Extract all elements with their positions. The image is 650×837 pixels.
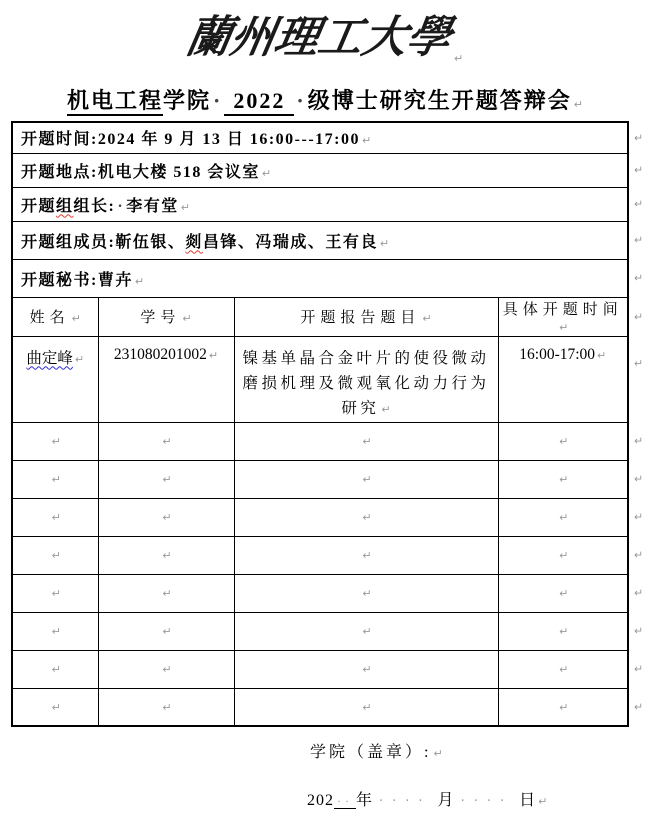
empty-cell bbox=[98, 612, 234, 650]
time-cell bbox=[12, 122, 644, 153]
empty-cell bbox=[12, 422, 98, 460]
paragraph-mark-icon: ↵ bbox=[559, 435, 569, 448]
row-end-mark-icon: ↵ bbox=[633, 548, 644, 562]
header-name bbox=[12, 297, 98, 336]
defense-schedule-table bbox=[11, 121, 644, 727]
topic-text: 镍基单晶合金叶片的使役微动磨损机理及微观氧化动力行为研究 bbox=[242, 349, 490, 417]
paragraph-mark-icon: ↵ bbox=[559, 473, 569, 486]
paragraph-mark-icon: ↵ bbox=[433, 747, 443, 760]
row-end-mark-icon: ↵ bbox=[633, 131, 644, 145]
empty-cell bbox=[498, 688, 644, 726]
empty-row bbox=[12, 460, 628, 498]
paragraph-mark-icon: ↵ bbox=[381, 402, 391, 416]
paragraph-mark-icon: ↵ bbox=[379, 236, 390, 250]
paragraph-mark-icon: ↵ bbox=[362, 700, 372, 714]
empty-row bbox=[12, 498, 628, 536]
paragraph-mark-icon: ↵ bbox=[51, 435, 61, 448]
date-fill-in-blank: ·· bbox=[334, 794, 356, 809]
empty-cell bbox=[234, 612, 498, 650]
paragraph-mark-icon: ↵ bbox=[559, 320, 569, 334]
empty-cell bbox=[12, 612, 98, 650]
empty-cell bbox=[498, 460, 644, 498]
empty-cell bbox=[498, 422, 644, 460]
date-prefix: 202 bbox=[307, 792, 334, 809]
row-secretary bbox=[12, 259, 628, 297]
paragraph-mark-icon: ↵ bbox=[362, 435, 372, 448]
paragraph-mark-icon: ↵ bbox=[51, 625, 61, 638]
paragraph-mark-icon: ↵ bbox=[74, 352, 85, 366]
university-logo-text: 蘭州理工大學 bbox=[182, 12, 456, 62]
empty-cell bbox=[234, 574, 498, 612]
header-student-id bbox=[98, 297, 234, 336]
empty-cell bbox=[234, 498, 498, 536]
row-end-mark-icon: ↵ bbox=[633, 271, 644, 285]
paragraph-mark-icon: ↵ bbox=[180, 200, 190, 214]
space-mark-icon: · bbox=[117, 197, 125, 215]
defense-time: 16:00-17:00 bbox=[519, 345, 596, 363]
empty-cell bbox=[498, 498, 644, 536]
row-time bbox=[12, 122, 628, 153]
space-mark-icon: · bbox=[296, 88, 306, 113]
date-month-char: 月 bbox=[437, 792, 455, 809]
row-members bbox=[12, 221, 628, 259]
empty-cell bbox=[498, 612, 644, 650]
college-seal-line bbox=[310, 739, 443, 762]
paragraph-mark-icon: ↵ bbox=[422, 312, 432, 325]
header-topic-label: 开题报告题目 bbox=[300, 310, 421, 326]
place-value: 机电大楼 518 会议室 bbox=[97, 163, 260, 181]
leader-label-typo: 组 bbox=[56, 197, 74, 215]
space-marks-icon: ···· bbox=[379, 794, 432, 809]
paragraph-mark-icon: ↵ bbox=[51, 549, 61, 562]
student-row bbox=[12, 336, 628, 422]
empty-cell bbox=[98, 536, 234, 574]
empty-cell bbox=[498, 650, 644, 688]
paragraph-mark-icon: ↵ bbox=[573, 98, 583, 111]
leader-cell bbox=[12, 187, 644, 221]
empty-cell bbox=[98, 574, 234, 612]
row-end-mark-icon: ↵ bbox=[633, 310, 644, 323]
secretary-cell bbox=[12, 259, 644, 297]
paragraph-mark-icon: ↵ bbox=[162, 625, 172, 638]
college-seal-label: 学院（盖章）: bbox=[310, 744, 432, 761]
paragraph-mark-icon: ↵ bbox=[362, 587, 372, 600]
row-end-mark-icon: ↵ bbox=[633, 197, 644, 211]
empty-cell bbox=[98, 422, 234, 460]
space-mark-icon: · bbox=[213, 88, 223, 113]
student-id-cell bbox=[98, 336, 234, 422]
paragraph-mark-icon: ↵ bbox=[51, 511, 61, 524]
empty-cell bbox=[234, 460, 498, 498]
date-year-char: 年 bbox=[356, 792, 374, 809]
paragraph-mark-icon: ↵ bbox=[162, 587, 172, 600]
paragraph-mark-icon: ↵ bbox=[162, 435, 172, 448]
space-marks-icon: ···· bbox=[460, 794, 514, 809]
paragraph-mark-icon: ↵ bbox=[51, 663, 61, 676]
empty-cell bbox=[498, 536, 644, 574]
paragraph-mark-icon: ↵ bbox=[559, 700, 569, 714]
empty-cell bbox=[12, 460, 98, 498]
members-typo: 剡 bbox=[185, 233, 203, 251]
title-rest: 级博士研究生开题答辩会 bbox=[307, 88, 572, 113]
paragraph-mark-icon: ↵ bbox=[162, 549, 172, 562]
row-end-mark-icon: ↵ bbox=[633, 586, 644, 600]
paragraph-mark-icon: ↵ bbox=[51, 587, 61, 600]
secretary-label: 开题秘书: bbox=[21, 271, 98, 289]
paragraph-mark-icon: ↵ bbox=[182, 312, 192, 325]
row-end-mark-icon: ↵ bbox=[633, 472, 644, 486]
leader-name: 李有堂 bbox=[126, 197, 179, 215]
paragraph-mark-icon: ↵ bbox=[454, 52, 464, 65]
empty-row bbox=[12, 422, 628, 460]
university-calligraphy-logo bbox=[175, 2, 475, 70]
paragraph-mark-icon: ↵ bbox=[362, 511, 372, 524]
paragraph-mark-icon: ↵ bbox=[559, 663, 569, 676]
empty-cell bbox=[98, 498, 234, 536]
paragraph-mark-icon: ↵ bbox=[559, 587, 569, 600]
time-label: 开题时间: bbox=[21, 131, 98, 149]
empty-cell bbox=[234, 536, 498, 574]
table-header-row bbox=[12, 297, 628, 336]
row-end-mark-icon: ↵ bbox=[633, 510, 644, 524]
members-label: 开题组成员: bbox=[21, 233, 116, 251]
members-first: 靳伍银、 bbox=[115, 233, 186, 251]
empty-cell bbox=[12, 574, 98, 612]
empty-cell bbox=[12, 650, 98, 688]
row-end-mark-icon: ↵ bbox=[633, 700, 644, 714]
empty-row bbox=[12, 612, 628, 650]
header-topic bbox=[234, 297, 498, 336]
paragraph-mark-icon: ↵ bbox=[162, 511, 172, 524]
row-end-mark-icon: ↵ bbox=[633, 624, 644, 638]
paragraph-mark-icon: ↵ bbox=[362, 625, 372, 638]
row-end-mark-icon: ↵ bbox=[633, 356, 644, 370]
paragraph-mark-icon: ↵ bbox=[597, 348, 607, 362]
secretary-value: 曹卉 bbox=[97, 271, 133, 289]
page-title bbox=[0, 84, 650, 115]
leader-label-pre: 开题 bbox=[21, 197, 57, 215]
paragraph-mark-icon: ↵ bbox=[162, 663, 172, 676]
empty-cell bbox=[234, 650, 498, 688]
time-value: 2024 年 9 月 13 日 16:00---17:00 bbox=[97, 131, 360, 149]
row-leader bbox=[12, 187, 628, 221]
row-end-mark-icon: ↵ bbox=[633, 434, 644, 448]
title-dept-suffix: 学院 bbox=[163, 88, 212, 113]
header-time-label: 具体开题时间 bbox=[502, 301, 623, 318]
empty-row bbox=[12, 536, 628, 574]
paragraph-mark-icon: ↵ bbox=[362, 549, 372, 562]
paragraph-mark-icon: ↵ bbox=[559, 625, 569, 638]
empty-cell bbox=[498, 574, 644, 612]
empty-row bbox=[12, 688, 628, 726]
empty-cell bbox=[234, 422, 498, 460]
paragraph-mark-icon: ↵ bbox=[362, 134, 372, 148]
empty-cell bbox=[12, 536, 98, 574]
empty-cell bbox=[12, 498, 98, 536]
paragraph-mark-icon: ↵ bbox=[261, 166, 272, 180]
place-cell bbox=[12, 153, 644, 187]
header-student-id-label: 学号 bbox=[140, 310, 181, 326]
members-cell bbox=[12, 221, 644, 259]
row-place bbox=[12, 153, 628, 187]
row-end-mark-icon: ↵ bbox=[633, 233, 644, 247]
header-time bbox=[498, 297, 644, 336]
paragraph-mark-icon: ↵ bbox=[51, 700, 61, 714]
leader-label-post: 组长: bbox=[73, 197, 116, 215]
student-name: 曲定峰 bbox=[26, 349, 73, 367]
empty-cell bbox=[98, 688, 234, 726]
members-rest: 昌锋、冯瑞成、王有良 bbox=[202, 233, 378, 251]
empty-row bbox=[12, 574, 628, 612]
paragraph-mark-icon: ↵ bbox=[134, 274, 145, 288]
row-end-mark-icon: ↵ bbox=[633, 662, 644, 676]
paragraph-mark-icon: ↵ bbox=[362, 473, 372, 486]
paragraph-mark-icon: ↵ bbox=[559, 549, 569, 562]
empty-cell bbox=[98, 650, 234, 688]
title-dept-blank: 机电工程 bbox=[67, 88, 163, 116]
empty-row bbox=[12, 650, 628, 688]
paragraph-mark-icon: ↵ bbox=[162, 473, 172, 486]
empty-cell bbox=[98, 460, 234, 498]
topic-cell bbox=[234, 336, 498, 422]
row-end-mark-icon: ↵ bbox=[633, 163, 644, 177]
paragraph-mark-icon: ↵ bbox=[362, 663, 372, 676]
place-label: 开题地点: bbox=[21, 163, 98, 181]
date-line bbox=[307, 787, 547, 810]
paragraph-mark-icon: ↵ bbox=[162, 700, 172, 714]
defense-time-cell bbox=[498, 336, 644, 422]
paragraph-mark-icon: ↵ bbox=[71, 312, 81, 325]
paragraph-mark-icon: ↵ bbox=[208, 348, 219, 362]
paragraph-mark-icon: ↵ bbox=[559, 511, 569, 524]
logo-row bbox=[0, 2, 650, 70]
header-name-label: 姓名 bbox=[29, 310, 70, 326]
empty-cell bbox=[234, 688, 498, 726]
empty-cell bbox=[12, 688, 98, 726]
student-name-cell bbox=[12, 336, 98, 422]
student-id: 231080201002 bbox=[113, 345, 207, 363]
paragraph-mark-icon: ↵ bbox=[538, 795, 548, 808]
date-day-char: 日 bbox=[519, 792, 537, 809]
title-year-blank: 2022 bbox=[224, 88, 294, 116]
paragraph-mark-icon: ↵ bbox=[51, 473, 61, 486]
